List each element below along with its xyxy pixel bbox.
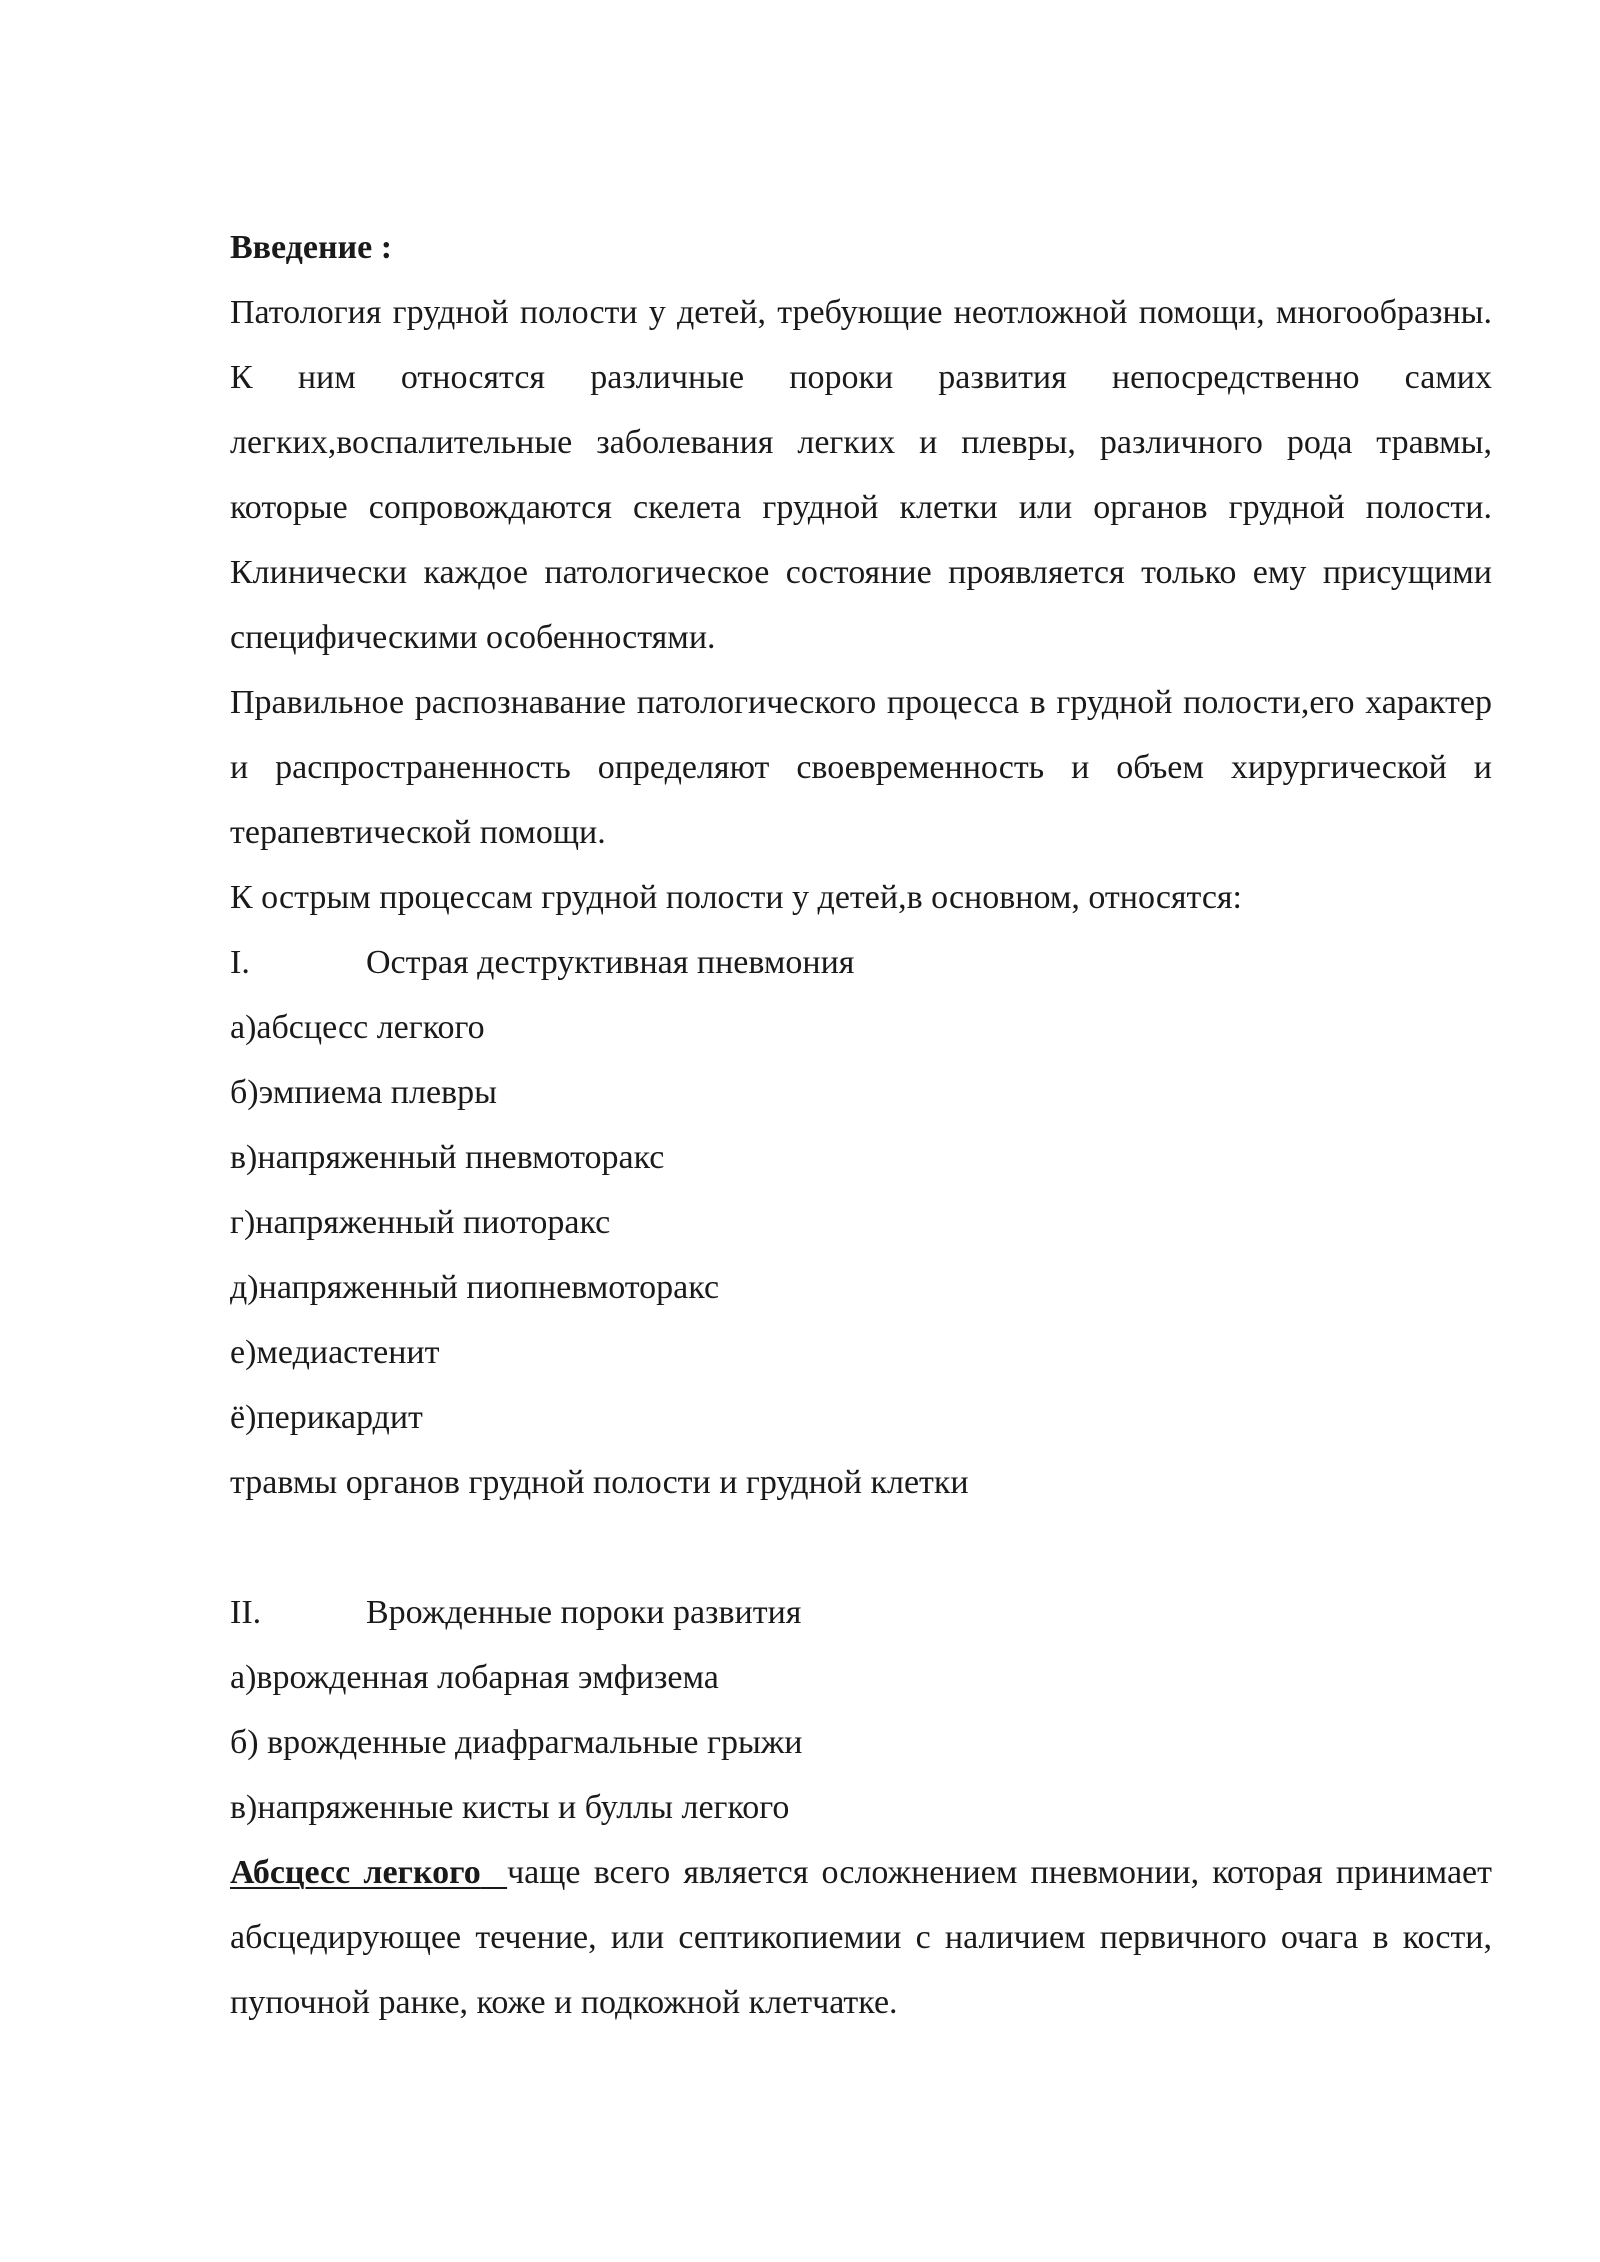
section-2-title-text: Врожденные пороки развития [366, 1594, 802, 1631]
list-item: б) врожденные диафрагмальные грыжи [230, 1724, 803, 1761]
list-item: е)медиастенит [230, 1334, 440, 1371]
section-1-numeral: I. [230, 944, 250, 981]
list-item: а)врожденная лобарная эмфизема [230, 1659, 719, 1696]
blank-line [230, 1515, 1492, 1580]
list-item: в)напряженные кисты и буллы легкого [230, 1789, 790, 1826]
underlined-space [481, 1854, 507, 1891]
abscess-term: Абсцесс легкого [230, 1854, 481, 1891]
section-1-title [230, 930, 1492, 995]
section-heading: Введение : [230, 229, 393, 266]
recognition-paragraph: Правильное распознавание патологического процесса в грудной полости,его характер и распространенность определяют своевременность и объем хирургической и терапевтической помощи. [230, 684, 1492, 851]
section-1-title-text: Острая деструктивная пневмония [366, 944, 855, 981]
list-item: г)напряженный пиоторакс [230, 1204, 611, 1241]
list-item: в)напряженный пневмоторакс [230, 1139, 665, 1176]
section-2-numeral: II. [230, 1594, 262, 1631]
list-item: а)абсцесс легкого [230, 1009, 485, 1046]
list-item: д)напряженный пиопневмоторакс [230, 1269, 720, 1306]
list-item: б)эмпиема плевры [230, 1074, 497, 1111]
abscess-text: чаще всего является осложнением пневмонии, которая принимает абсцедирующее течение, или септикопиемии с наличием первичного очага в кости, пупочной ранке, коже и подкожной клетчатке. [230, 1854, 1493, 2021]
list-item: травмы органов грудной полости и грудной клетки [230, 1464, 969, 1501]
abscess-paragraph [230, 1840, 1492, 2035]
list-intro: К острым процессам грудной полости у детей,в основном, относятся: [230, 879, 1242, 916]
list-item: ё)перикардит [230, 1399, 423, 1436]
section-2-title [230, 1580, 1492, 1645]
intro-paragraph: Патология грудной полости у детей, требующие неотложной помощи, многообразны. К ним относятся различные пороки развития непосредственно самих легких,воспалительные заболевания легких и плевры, различного рода травмы, которые сопровождаются скелета грудной клетки или органов грудной полости. Клинически каждое патологическое состояние проявляется только ему присущими специфическими особенностями. [230, 294, 1492, 656]
document-page [230, 215, 1492, 2035]
